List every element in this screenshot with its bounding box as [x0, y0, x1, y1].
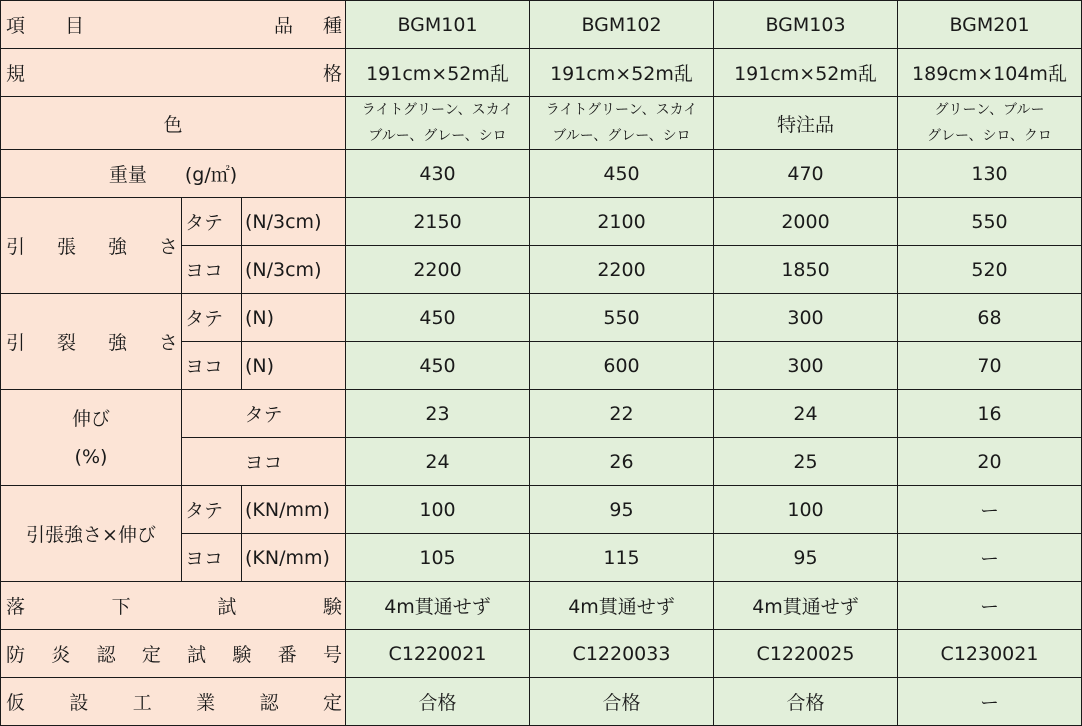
- spec-value: 191cm×52m乱: [346, 49, 530, 97]
- weight-row: [1, 150, 1082, 198]
- tear-value: 70: [898, 342, 1082, 390]
- elongation-value: 20: [898, 438, 1082, 486]
- drop-value: ー: [898, 582, 1082, 630]
- temp-value: 合格: [530, 678, 714, 726]
- elongation-value: 22: [530, 390, 714, 438]
- product-header: BGM102: [530, 1, 714, 49]
- tear-tate-row: [1, 294, 1082, 342]
- label-char: 号: [322, 644, 342, 666]
- elongation-value: 24: [714, 390, 898, 438]
- direction-label: ヨコ: [182, 438, 346, 486]
- kind-label-char: 品: [273, 15, 293, 37]
- tensile-value: 2150: [346, 198, 530, 246]
- direction-label: ヨコ: [182, 342, 242, 390]
- color-value: [898, 97, 1082, 150]
- weight-value: 450: [530, 150, 714, 198]
- elongation-label-line: 伸び: [71, 407, 110, 430]
- fire-value: C1220025: [714, 630, 898, 678]
- product-value: ー: [898, 534, 1082, 582]
- tear-label: [1, 294, 182, 390]
- label-char: 落: [6, 596, 26, 618]
- product-value: 100: [714, 486, 898, 534]
- elongation-label-line: (%): [74, 445, 108, 468]
- color-line: グリーン、ブルー: [934, 102, 1045, 118]
- tear-value: 450: [346, 294, 530, 342]
- drop-row: [1, 582, 1082, 630]
- label-char: 認: [259, 692, 279, 714]
- direction-label: ヨコ: [182, 246, 242, 294]
- tensile-value: 2200: [346, 246, 530, 294]
- label-char: 下: [111, 596, 131, 618]
- drop-label: [1, 582, 346, 630]
- elongation-value: 16: [898, 390, 1082, 438]
- header-label-cell: [1, 1, 346, 49]
- direction-label: タテ: [182, 486, 242, 534]
- tear-value: 550: [530, 294, 714, 342]
- weight-value: 470: [714, 150, 898, 198]
- temp-value: 合格: [714, 678, 898, 726]
- tensile-value: 550: [898, 198, 1082, 246]
- color-row: [1, 97, 1082, 150]
- direction-label: タテ: [182, 294, 242, 342]
- product-value: 95: [714, 534, 898, 582]
- spec-row: [1, 49, 1082, 97]
- label-char: 炎: [51, 644, 71, 666]
- unit-label: (KN/mm): [242, 534, 346, 582]
- tensile-value: 2200: [530, 246, 714, 294]
- label-char: さ: [158, 332, 178, 354]
- color-value: 特注品: [714, 97, 898, 150]
- fire-value: C1220033: [530, 630, 714, 678]
- tear-value: 600: [530, 342, 714, 390]
- temp-row: [1, 678, 1082, 726]
- spec-label: [1, 49, 346, 97]
- spec-value: 191cm×52m乱: [530, 49, 714, 97]
- temp-value: ー: [898, 678, 1082, 726]
- label-char: 番: [277, 644, 297, 666]
- direction-label: タテ: [182, 390, 346, 438]
- fire-value: C1230021: [898, 630, 1082, 678]
- elongation-value: 26: [530, 438, 714, 486]
- color-line: ブルー、グレー、シロ: [552, 128, 691, 144]
- product-value: 100: [346, 486, 530, 534]
- label-char: 引: [6, 236, 26, 258]
- tensile-value: 2100: [530, 198, 714, 246]
- product-value: 95: [530, 486, 714, 534]
- direction-label: タテ: [182, 198, 242, 246]
- label-char: 験: [232, 644, 252, 666]
- label-char: 格: [322, 63, 342, 85]
- tensile-value: 2000: [714, 198, 898, 246]
- product-header: BGM201: [898, 1, 1082, 49]
- direction-label: ヨコ: [182, 534, 242, 582]
- kind-label-char: 種: [322, 15, 342, 37]
- elongation-value: 25: [714, 438, 898, 486]
- fire-label: [1, 630, 346, 678]
- label-char: 定: [322, 692, 342, 714]
- label-char: 認: [96, 644, 116, 666]
- elongation-value: 23: [346, 390, 530, 438]
- elongation-tate-row: [1, 390, 1082, 438]
- label-char: 規: [6, 63, 26, 85]
- weight-value: 430: [346, 150, 530, 198]
- product-tate-row: [1, 486, 1082, 534]
- elongation-label: [1, 390, 182, 486]
- item-label-char: 項: [6, 15, 26, 37]
- weight-label: 重量 (g/㎡): [1, 150, 346, 198]
- color-label: 色: [1, 97, 346, 150]
- label-char: 験: [322, 596, 342, 618]
- drop-value: 4m貫通せず: [346, 582, 530, 630]
- label-char: 裂: [56, 332, 76, 354]
- product-value: 105: [346, 534, 530, 582]
- unit-label: (N/3cm): [242, 246, 346, 294]
- color-line: ブルー、グレー、シロ: [368, 128, 507, 144]
- header-row: [1, 1, 1082, 49]
- elongation-value: 24: [346, 438, 530, 486]
- product-value: 115: [530, 534, 714, 582]
- drop-value: 4m貫通せず: [714, 582, 898, 630]
- label-char: 仮: [6, 692, 26, 714]
- unit-label: (KN/mm): [242, 486, 346, 534]
- color-value: [530, 97, 714, 150]
- unit-label: (N): [242, 342, 346, 390]
- product-header: BGM103: [714, 1, 898, 49]
- drop-value: 4m貫通せず: [530, 582, 714, 630]
- temp-value: 合格: [346, 678, 530, 726]
- tensile-tate-row: [1, 198, 1082, 246]
- label-char: 試: [187, 644, 207, 666]
- label-char: 防: [6, 644, 26, 666]
- label-char: 業: [196, 692, 216, 714]
- unit-label: (N): [242, 294, 346, 342]
- label-char: 工: [132, 692, 152, 714]
- color-line: ライトグリーン、スカイ: [545, 102, 698, 118]
- tensile-value: 520: [898, 246, 1082, 294]
- spec-value: 189cm×104m乱: [898, 49, 1082, 97]
- tensile-label: [1, 198, 182, 294]
- tensile-value: 1850: [714, 246, 898, 294]
- label-char: 定: [141, 644, 161, 666]
- label-char: 引: [6, 332, 26, 354]
- label-char: 設: [69, 692, 89, 714]
- weight-value: 130: [898, 150, 1082, 198]
- tear-value: 300: [714, 342, 898, 390]
- color-line: ライトグリーン、スカイ: [361, 102, 514, 118]
- fire-value: C1220021: [346, 630, 530, 678]
- tear-value: 300: [714, 294, 898, 342]
- spec-value: 191cm×52m乱: [714, 49, 898, 97]
- product-value: ー: [898, 486, 1082, 534]
- label-char: 張: [56, 236, 76, 258]
- tear-value: 68: [898, 294, 1082, 342]
- label-char: 強: [107, 236, 127, 258]
- product-header: BGM101: [346, 1, 530, 49]
- color-line: グレー、シロ、クロ: [927, 128, 1052, 144]
- temp-label: [1, 678, 346, 726]
- color-value: [346, 97, 530, 150]
- label-char: 試: [217, 596, 237, 618]
- fire-row: [1, 630, 1082, 678]
- item-label-char: 目: [65, 15, 85, 37]
- product-label: 引張強さ×伸び: [1, 486, 182, 582]
- unit-label: (N/3cm): [242, 198, 346, 246]
- tear-value: 450: [346, 342, 530, 390]
- label-char: さ: [158, 236, 178, 258]
- label-char: 強: [107, 332, 127, 354]
